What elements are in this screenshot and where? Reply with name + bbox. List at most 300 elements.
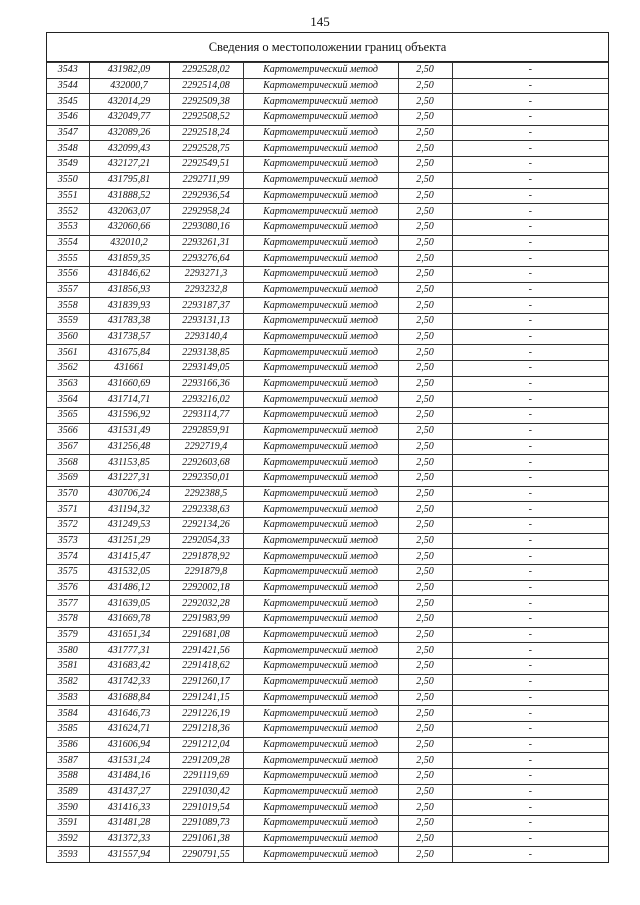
method-cell: Картометрический метод xyxy=(243,533,398,549)
coord-x-cell: 431624,71 xyxy=(89,721,169,737)
point-number-cell: 3546 xyxy=(47,110,89,126)
method-cell: Картометрический метод xyxy=(243,282,398,298)
note-cell: - xyxy=(452,596,608,612)
table-row xyxy=(47,94,608,110)
point-number-cell: 3553 xyxy=(47,219,89,235)
table-row xyxy=(47,392,608,408)
method-cell: Картометрический метод xyxy=(243,470,398,486)
coord-x-cell: 432127,21 xyxy=(89,157,169,173)
accuracy-cell: 2,50 xyxy=(398,580,452,596)
note-cell: - xyxy=(452,141,608,157)
table-row xyxy=(47,517,608,533)
boundary-table-frame xyxy=(46,32,609,863)
table-row xyxy=(47,784,608,800)
coord-y-cell: 2293276,64 xyxy=(169,251,243,267)
coord-y-cell: 2293271,3 xyxy=(169,266,243,282)
note-cell: - xyxy=(452,298,608,314)
table-row xyxy=(47,329,608,345)
point-number-cell: 3543 xyxy=(47,63,89,79)
note-cell: - xyxy=(452,753,608,769)
accuracy-cell: 2,50 xyxy=(398,549,452,565)
point-number-cell: 3593 xyxy=(47,847,89,862)
coord-x-cell: 431738,57 xyxy=(89,329,169,345)
note-cell: - xyxy=(452,329,608,345)
table-row xyxy=(47,831,608,847)
coord-x-cell: 431856,93 xyxy=(89,282,169,298)
point-number-cell: 3577 xyxy=(47,596,89,612)
coord-y-cell: 2291418,62 xyxy=(169,659,243,675)
note-cell: - xyxy=(452,470,608,486)
table-row xyxy=(47,345,608,361)
note-cell: - xyxy=(452,408,608,424)
note-cell: - xyxy=(452,533,608,549)
coord-y-cell: 2293187,37 xyxy=(169,298,243,314)
table-row xyxy=(47,376,608,392)
method-cell: Картометрический метод xyxy=(243,643,398,659)
note-cell: - xyxy=(452,78,608,94)
point-number-cell: 3591 xyxy=(47,816,89,832)
page-number: 145 xyxy=(310,14,330,29)
point-number-cell: 3579 xyxy=(47,627,89,643)
note-cell: - xyxy=(452,659,608,675)
point-number-cell: 3551 xyxy=(47,188,89,204)
coord-x-cell: 431846,62 xyxy=(89,266,169,282)
point-number-cell: 3576 xyxy=(47,580,89,596)
coord-y-cell: 2291983,99 xyxy=(169,612,243,628)
table-row xyxy=(47,768,608,784)
accuracy-cell: 2,50 xyxy=(398,78,452,94)
accuracy-cell: 2,50 xyxy=(398,706,452,722)
point-number-cell: 3549 xyxy=(47,157,89,173)
coord-y-cell: 2290791,55 xyxy=(169,847,243,862)
table-row xyxy=(47,643,608,659)
coord-y-cell: 2291681,08 xyxy=(169,627,243,643)
coord-x-cell: 431557,94 xyxy=(89,847,169,862)
coord-x-cell: 431437,27 xyxy=(89,784,169,800)
coord-y-cell: 2293216,02 xyxy=(169,392,243,408)
table-row xyxy=(47,847,608,862)
accuracy-cell: 2,50 xyxy=(398,800,452,816)
point-number-cell: 3565 xyxy=(47,408,89,424)
point-number-cell: 3560 xyxy=(47,329,89,345)
method-cell: Картометрический метод xyxy=(243,361,398,377)
method-cell: Картометрический метод xyxy=(243,737,398,753)
coord-x-cell: 431415,47 xyxy=(89,549,169,565)
coordinates-table-body xyxy=(47,63,608,863)
note-cell: - xyxy=(452,188,608,204)
table-row xyxy=(47,408,608,424)
note-cell: - xyxy=(452,63,608,79)
method-cell: Картометрический метод xyxy=(243,847,398,862)
note-cell: - xyxy=(452,423,608,439)
table-row xyxy=(47,204,608,220)
point-number-cell: 3559 xyxy=(47,314,89,330)
accuracy-cell: 2,50 xyxy=(398,298,452,314)
method-cell: Картометрический метод xyxy=(243,439,398,455)
table-row xyxy=(47,298,608,314)
coord-x-cell: 432010,2 xyxy=(89,235,169,251)
coord-x-cell: 432089,26 xyxy=(89,125,169,141)
accuracy-cell: 2,50 xyxy=(398,627,452,643)
table-row xyxy=(47,706,608,722)
coord-x-cell: 431256,48 xyxy=(89,439,169,455)
accuracy-cell: 2,50 xyxy=(398,188,452,204)
coord-y-cell: 2291089,73 xyxy=(169,816,243,832)
accuracy-cell: 2,50 xyxy=(398,110,452,126)
coord-x-cell: 431596,92 xyxy=(89,408,169,424)
coord-y-cell: 2293080,16 xyxy=(169,219,243,235)
table-row xyxy=(47,816,608,832)
method-cell: Картометрический метод xyxy=(243,753,398,769)
note-cell: - xyxy=(452,94,608,110)
accuracy-cell: 2,50 xyxy=(398,282,452,298)
coord-y-cell: 2291878,92 xyxy=(169,549,243,565)
accuracy-cell: 2,50 xyxy=(398,768,452,784)
accuracy-cell: 2,50 xyxy=(398,392,452,408)
note-cell: - xyxy=(452,235,608,251)
table-row xyxy=(47,627,608,643)
note-cell: - xyxy=(452,800,608,816)
table-row xyxy=(47,549,608,565)
table-row xyxy=(47,580,608,596)
note-cell: - xyxy=(452,455,608,471)
coord-y-cell: 2292134,26 xyxy=(169,517,243,533)
method-cell: Картометрический метод xyxy=(243,235,398,251)
coord-x-cell: 431661 xyxy=(89,361,169,377)
coord-x-cell: 431839,93 xyxy=(89,298,169,314)
note-cell: - xyxy=(452,157,608,173)
note-cell: - xyxy=(452,627,608,643)
table-row xyxy=(47,423,608,439)
coord-y-cell: 2292350,01 xyxy=(169,470,243,486)
point-number-cell: 3584 xyxy=(47,706,89,722)
note-cell: - xyxy=(452,612,608,628)
table-row xyxy=(47,157,608,173)
method-cell: Картометрический метод xyxy=(243,596,398,612)
point-number-cell: 3567 xyxy=(47,439,89,455)
accuracy-cell: 2,50 xyxy=(398,502,452,518)
coord-x-cell: 431651,34 xyxy=(89,627,169,643)
coord-y-cell: 2292958,24 xyxy=(169,204,243,220)
accuracy-cell: 2,50 xyxy=(398,266,452,282)
coord-x-cell: 431532,05 xyxy=(89,565,169,581)
coord-y-cell: 2292388,5 xyxy=(169,486,243,502)
method-cell: Картометрический метод xyxy=(243,580,398,596)
accuracy-cell: 2,50 xyxy=(398,847,452,862)
note-cell: - xyxy=(452,361,608,377)
point-number-cell: 3556 xyxy=(47,266,89,282)
accuracy-cell: 2,50 xyxy=(398,674,452,690)
coord-y-cell: 2292338,63 xyxy=(169,502,243,518)
coord-y-cell: 2291218,36 xyxy=(169,721,243,737)
method-cell: Картометрический метод xyxy=(243,768,398,784)
table-row xyxy=(47,63,608,79)
table-row xyxy=(47,502,608,518)
method-cell: Картометрический метод xyxy=(243,565,398,581)
coord-y-cell: 2292508,52 xyxy=(169,110,243,126)
table-row xyxy=(47,78,608,94)
table-row xyxy=(47,565,608,581)
table-row xyxy=(47,235,608,251)
method-cell: Картометрический метод xyxy=(243,298,398,314)
coord-y-cell: 2291226,19 xyxy=(169,706,243,722)
method-cell: Картометрический метод xyxy=(243,423,398,439)
coord-x-cell: 431888,52 xyxy=(89,188,169,204)
note-cell: - xyxy=(452,125,608,141)
method-cell: Картометрический метод xyxy=(243,125,398,141)
note-cell: - xyxy=(452,439,608,455)
point-number-cell: 3566 xyxy=(47,423,89,439)
table-row xyxy=(47,219,608,235)
note-cell: - xyxy=(452,251,608,267)
accuracy-cell: 2,50 xyxy=(398,659,452,675)
method-cell: Картометрический метод xyxy=(243,94,398,110)
table-row xyxy=(47,470,608,486)
point-number-cell: 3548 xyxy=(47,141,89,157)
coord-x-cell: 431251,29 xyxy=(89,533,169,549)
point-number-cell: 3582 xyxy=(47,674,89,690)
note-cell: - xyxy=(452,517,608,533)
point-number-cell: 3572 xyxy=(47,517,89,533)
coordinates-table xyxy=(47,62,608,862)
coord-y-cell: 2293166,36 xyxy=(169,376,243,392)
accuracy-cell: 2,50 xyxy=(398,533,452,549)
accuracy-cell: 2,50 xyxy=(398,612,452,628)
coord-x-cell: 432060,66 xyxy=(89,219,169,235)
method-cell: Картометрический метод xyxy=(243,188,398,204)
note-cell: - xyxy=(452,486,608,502)
note-cell: - xyxy=(452,314,608,330)
method-cell: Картометрический метод xyxy=(243,329,398,345)
table-row xyxy=(47,612,608,628)
table-row xyxy=(47,314,608,330)
note-cell: - xyxy=(452,110,608,126)
method-cell: Картометрический метод xyxy=(243,314,398,330)
coord-y-cell: 2293138,85 xyxy=(169,345,243,361)
accuracy-cell: 2,50 xyxy=(398,251,452,267)
point-number-cell: 3581 xyxy=(47,659,89,675)
accuracy-cell: 2,50 xyxy=(398,737,452,753)
coord-x-cell: 431982,09 xyxy=(89,63,169,79)
coord-y-cell: 2293232,8 xyxy=(169,282,243,298)
coord-y-cell: 2293261,31 xyxy=(169,235,243,251)
coord-x-cell: 432000,7 xyxy=(89,78,169,94)
accuracy-cell: 2,50 xyxy=(398,125,452,141)
note-cell: - xyxy=(452,643,608,659)
point-number-cell: 3557 xyxy=(47,282,89,298)
note-cell: - xyxy=(452,674,608,690)
method-cell: Картометрический метод xyxy=(243,204,398,220)
coord-x-cell: 432014,29 xyxy=(89,94,169,110)
coord-x-cell: 431531,24 xyxy=(89,753,169,769)
accuracy-cell: 2,50 xyxy=(398,596,452,612)
coord-y-cell: 2292603,68 xyxy=(169,455,243,471)
table-row xyxy=(47,674,608,690)
method-cell: Картометрический метод xyxy=(243,690,398,706)
coord-y-cell: 2291421,56 xyxy=(169,643,243,659)
accuracy-cell: 2,50 xyxy=(398,486,452,502)
coord-y-cell: 2292514,08 xyxy=(169,78,243,94)
coord-x-cell: 431683,42 xyxy=(89,659,169,675)
table-row xyxy=(47,486,608,502)
coord-y-cell: 2291030,42 xyxy=(169,784,243,800)
method-cell: Картометрический метод xyxy=(243,831,398,847)
accuracy-cell: 2,50 xyxy=(398,690,452,706)
method-cell: Картометрический метод xyxy=(243,110,398,126)
coord-y-cell: 2291879,8 xyxy=(169,565,243,581)
method-cell: Картометрический метод xyxy=(243,674,398,690)
accuracy-cell: 2,50 xyxy=(398,455,452,471)
coord-y-cell: 2292528,02 xyxy=(169,63,243,79)
accuracy-cell: 2,50 xyxy=(398,408,452,424)
accuracy-cell: 2,50 xyxy=(398,470,452,486)
coord-x-cell: 431153,85 xyxy=(89,455,169,471)
coord-x-cell: 431484,16 xyxy=(89,768,169,784)
point-number-cell: 3587 xyxy=(47,753,89,769)
point-number-cell: 3550 xyxy=(47,172,89,188)
point-number-cell: 3590 xyxy=(47,800,89,816)
table-row xyxy=(47,800,608,816)
accuracy-cell: 2,50 xyxy=(398,361,452,377)
accuracy-cell: 2,50 xyxy=(398,831,452,847)
point-number-cell: 3586 xyxy=(47,737,89,753)
table-row xyxy=(47,188,608,204)
note-cell: - xyxy=(452,706,608,722)
coord-x-cell: 431606,94 xyxy=(89,737,169,753)
method-cell: Картометрический метод xyxy=(243,78,398,94)
table-row xyxy=(47,110,608,126)
coord-x-cell: 431795,81 xyxy=(89,172,169,188)
coord-x-cell: 431372,33 xyxy=(89,831,169,847)
coord-x-cell: 431688,84 xyxy=(89,690,169,706)
method-cell: Картометрический метод xyxy=(243,63,398,79)
accuracy-cell: 2,50 xyxy=(398,517,452,533)
table-row xyxy=(47,659,608,675)
method-cell: Картометрический метод xyxy=(243,659,398,675)
coord-x-cell: 431742,33 xyxy=(89,674,169,690)
accuracy-cell: 2,50 xyxy=(398,376,452,392)
method-cell: Картометрический метод xyxy=(243,172,398,188)
coord-x-cell: 431194,32 xyxy=(89,502,169,518)
accuracy-cell: 2,50 xyxy=(398,439,452,455)
coord-y-cell: 2291019,54 xyxy=(169,800,243,816)
accuracy-cell: 2,50 xyxy=(398,235,452,251)
point-number-cell: 3589 xyxy=(47,784,89,800)
note-cell: - xyxy=(452,549,608,565)
accuracy-cell: 2,50 xyxy=(398,816,452,832)
coord-x-cell: 432049,77 xyxy=(89,110,169,126)
table-row xyxy=(47,533,608,549)
accuracy-cell: 2,50 xyxy=(398,329,452,345)
coord-y-cell: 2291241,15 xyxy=(169,690,243,706)
note-cell: - xyxy=(452,721,608,737)
coord-x-cell: 431660,69 xyxy=(89,376,169,392)
accuracy-cell: 2,50 xyxy=(398,157,452,173)
method-cell: Картометрический метод xyxy=(243,517,398,533)
coord-y-cell: 2292002,18 xyxy=(169,580,243,596)
note-cell: - xyxy=(452,847,608,862)
coord-y-cell: 2291119,69 xyxy=(169,768,243,784)
note-cell: - xyxy=(452,204,608,220)
accuracy-cell: 2,50 xyxy=(398,565,452,581)
table-row xyxy=(47,282,608,298)
coord-y-cell: 2292936,54 xyxy=(169,188,243,204)
coord-x-cell: 431531,49 xyxy=(89,423,169,439)
method-cell: Картометрический метод xyxy=(243,157,398,173)
note-cell: - xyxy=(452,345,608,361)
coord-x-cell: 431227,31 xyxy=(89,470,169,486)
accuracy-cell: 2,50 xyxy=(398,753,452,769)
point-number-cell: 3561 xyxy=(47,345,89,361)
coord-y-cell: 2291061,38 xyxy=(169,831,243,847)
method-cell: Картометрический метод xyxy=(243,455,398,471)
table-row xyxy=(47,737,608,753)
coord-x-cell: 431249,53 xyxy=(89,517,169,533)
coord-x-cell: 430706,24 xyxy=(89,486,169,502)
point-number-cell: 3562 xyxy=(47,361,89,377)
coord-x-cell: 431675,84 xyxy=(89,345,169,361)
coord-x-cell: 431481,28 xyxy=(89,816,169,832)
accuracy-cell: 2,50 xyxy=(398,643,452,659)
point-number-cell: 3563 xyxy=(47,376,89,392)
method-cell: Картометрический метод xyxy=(243,408,398,424)
coord-x-cell: 431777,31 xyxy=(89,643,169,659)
note-cell: - xyxy=(452,266,608,282)
point-number-cell: 3574 xyxy=(47,549,89,565)
coord-x-cell: 431416,33 xyxy=(89,800,169,816)
point-number-cell: 3573 xyxy=(47,533,89,549)
method-cell: Картометрический метод xyxy=(243,706,398,722)
coord-x-cell: 431486,12 xyxy=(89,580,169,596)
method-cell: Картометрический метод xyxy=(243,141,398,157)
coord-y-cell: 2291260,17 xyxy=(169,674,243,690)
coord-x-cell: 431639,05 xyxy=(89,596,169,612)
table-row xyxy=(47,125,608,141)
method-cell: Картометрический метод xyxy=(243,376,398,392)
point-number-cell: 3575 xyxy=(47,565,89,581)
table-row xyxy=(47,266,608,282)
point-number-cell: 3588 xyxy=(47,768,89,784)
accuracy-cell: 2,50 xyxy=(398,314,452,330)
coord-y-cell: 2292859,91 xyxy=(169,423,243,439)
table-row xyxy=(47,596,608,612)
table-row xyxy=(47,690,608,706)
coord-x-cell: 431783,38 xyxy=(89,314,169,330)
table-row xyxy=(47,251,608,267)
method-cell: Картометрический метод xyxy=(243,627,398,643)
coord-x-cell: 431646,73 xyxy=(89,706,169,722)
table-row xyxy=(47,721,608,737)
accuracy-cell: 2,50 xyxy=(398,423,452,439)
accuracy-cell: 2,50 xyxy=(398,141,452,157)
coord-y-cell: 2292549,51 xyxy=(169,157,243,173)
note-cell: - xyxy=(452,282,608,298)
point-number-cell: 3554 xyxy=(47,235,89,251)
point-number-cell: 3568 xyxy=(47,455,89,471)
accuracy-cell: 2,50 xyxy=(398,721,452,737)
point-number-cell: 3558 xyxy=(47,298,89,314)
coord-x-cell: 431669,78 xyxy=(89,612,169,628)
method-cell: Картометрический метод xyxy=(243,784,398,800)
accuracy-cell: 2,50 xyxy=(398,784,452,800)
point-number-cell: 3585 xyxy=(47,721,89,737)
table-row xyxy=(47,141,608,157)
point-number-cell: 3545 xyxy=(47,94,89,110)
method-cell: Картометрический метод xyxy=(243,502,398,518)
table-row xyxy=(47,439,608,455)
coord-y-cell: 2293149,05 xyxy=(169,361,243,377)
method-cell: Картометрический метод xyxy=(243,800,398,816)
